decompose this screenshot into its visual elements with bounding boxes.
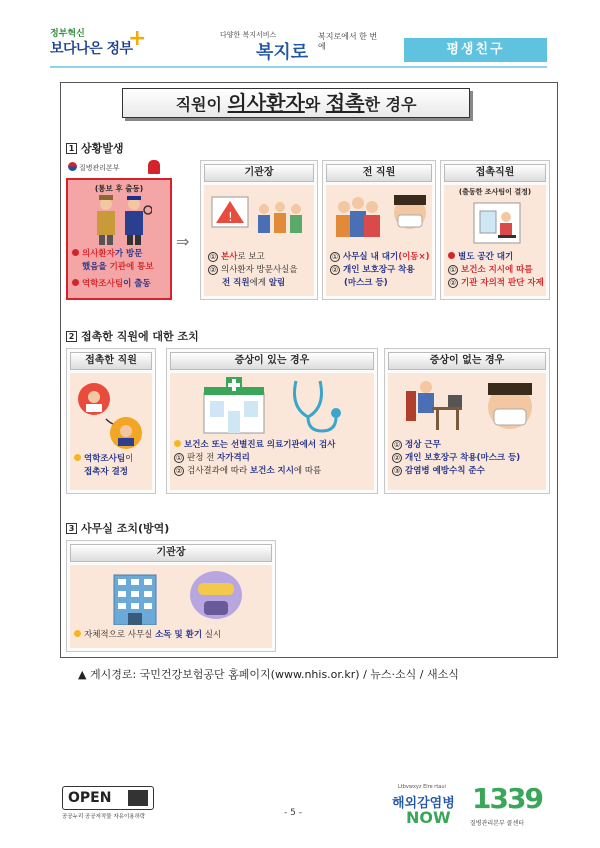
num-2: ② xyxy=(331,266,339,274)
arrow-right-icon: ⇒ xyxy=(176,232,190,251)
c3-l1b: 소독 및 환기 xyxy=(155,630,203,640)
sym-l2b: 자가격리 xyxy=(217,453,250,463)
card-office-disinfection xyxy=(66,540,276,652)
section2-heading xyxy=(66,328,199,344)
num-2: ② xyxy=(175,467,183,475)
svg-text:!: ! xyxy=(228,210,233,224)
hospital-stethoscope-icon xyxy=(200,377,350,435)
plus-icon: + xyxy=(128,26,147,51)
card-all-body xyxy=(326,185,432,296)
alert-l1a: 의사환자 xyxy=(82,249,115,259)
org-l1b: 로 보고 xyxy=(237,252,265,262)
sym-l2a: 판정 전 xyxy=(187,453,218,463)
num-1: ① xyxy=(175,454,183,462)
num-1: ① xyxy=(449,266,457,274)
sym-l3c: 에 따름 xyxy=(293,466,322,476)
alert-l3b: 이 출동 xyxy=(123,279,151,289)
title-mid: 와 xyxy=(304,95,326,114)
alert-l2a: 했음을 xyxy=(82,262,110,272)
card-contacted-staff xyxy=(66,348,156,494)
overseas-infection-now-logo xyxy=(392,784,462,828)
investigators-icon xyxy=(90,194,152,246)
logo2-sub: 질병관리본부 콜센터 xyxy=(470,820,525,827)
title-emph1: 의사환자 xyxy=(227,91,305,115)
section1-title: 상황발생 xyxy=(81,142,124,155)
bullet-icon xyxy=(174,440,181,447)
building-hazmat-icon xyxy=(106,569,256,625)
card-contact-staff xyxy=(440,160,550,300)
all-l3: (마스크 등) xyxy=(344,278,388,288)
contact-l3: 기관 자의적 판단 자제 xyxy=(461,278,544,288)
logo1-top: Ltbvwxyz Elre rtaui xyxy=(398,784,446,790)
all-l1b: (이동×) xyxy=(398,252,430,262)
bullet-icon xyxy=(448,252,455,259)
page-title xyxy=(122,88,470,118)
c3-l1c: 실시 xyxy=(202,630,222,640)
card2-contact-title: 접촉한 직원 xyxy=(70,352,152,370)
logo1-now: NOW xyxy=(406,808,451,827)
card3-title: 기관장 xyxy=(70,544,272,562)
office-worker-masked-icon xyxy=(402,377,542,435)
lifelong-friend-banner: 평생친구 xyxy=(404,38,547,62)
num-2: ② xyxy=(393,454,401,462)
section3-number: 3 xyxy=(66,523,77,534)
header-divider xyxy=(50,66,547,68)
c2-l1b: 이 xyxy=(125,454,134,464)
logo1-main: 해외감염병 xyxy=(392,796,455,811)
card-all-title: 전 직원 xyxy=(326,164,432,182)
section3-heading xyxy=(66,520,169,536)
card-contact-body xyxy=(444,185,546,296)
section2-number: 2 xyxy=(66,331,77,342)
all-l1a: 사무실 내 대기 xyxy=(343,252,399,262)
org-l3b: 에게 xyxy=(249,278,269,288)
c2-l1a: 역학조사팀 xyxy=(84,454,126,464)
kogl-type-icon xyxy=(128,790,148,806)
alert-top-text: (통보 후 출동) xyxy=(94,184,144,193)
card-symptom-body xyxy=(170,373,374,490)
alert-text xyxy=(72,248,172,291)
num-2: ② xyxy=(449,279,457,287)
card-org-title: 기관장 xyxy=(204,164,314,182)
c2-l2: 접촉자 결정 xyxy=(84,467,129,477)
section2-title: 접촉한 직원에 대한 조치 xyxy=(81,330,199,343)
sym-l3a: 검사결과에 따라 xyxy=(187,466,250,476)
bokjiro-logo xyxy=(220,24,380,63)
card2-contact-body xyxy=(70,373,152,490)
kogl-open-badge xyxy=(62,786,154,822)
agency-name: 질병관리본부 xyxy=(79,164,120,172)
logo-big-text: 보다나은 정부 xyxy=(50,41,133,57)
contact-sub: (출동한 조사팀이 결정) xyxy=(458,188,532,196)
logo2-number: 1339 xyxy=(472,782,542,815)
org-l2: 의사환자 방문사실을 xyxy=(221,265,298,275)
nosym-l2: 개인 보호장구 착용(마스크 등) xyxy=(405,453,521,463)
card3-body xyxy=(70,565,272,648)
sym-l3b: 보건소 지시 xyxy=(249,466,294,476)
nosym-l3: 감염병 예방수칙 준수 xyxy=(405,466,485,476)
org-l1a: 본사 xyxy=(221,252,238,262)
section1-number: 1 xyxy=(66,143,77,154)
isolation-room-icon xyxy=(470,201,524,245)
card-all-staff xyxy=(322,160,436,300)
num-2: ② xyxy=(209,266,217,274)
all-l2: 개인 보호장구 착용 xyxy=(343,265,415,275)
card-symptom-title: 증상이 있는 경우 xyxy=(170,352,374,370)
section1-heading xyxy=(66,140,124,156)
siren-icon xyxy=(148,160,160,174)
org-l3c: 알림 xyxy=(268,278,286,288)
crowd-masked-icon xyxy=(330,189,430,245)
page-number: - 5 - xyxy=(284,808,302,818)
taegeuk-icon xyxy=(68,162,77,171)
source-path: ▲ 게시경로: 국민건강보험공단 홈페이지(www.nhis.or.kr) / 뉴스·소식 / 새소식 xyxy=(78,668,459,681)
kcdc-1339-logo xyxy=(470,782,546,828)
open-label: OPEN xyxy=(68,790,112,806)
num-3: ③ xyxy=(393,467,401,475)
bullet-icon xyxy=(74,454,81,461)
bokjiro-big-text: 복지로 xyxy=(256,42,309,63)
contact-l2: 보건소 지시에 따름 xyxy=(461,265,533,275)
nosym-l1: 정상 근무 xyxy=(405,440,441,450)
card-org-head xyxy=(200,160,318,300)
open-sub: 공공누리 공공저작물 자유이용허락 xyxy=(62,814,146,820)
bullet-icon xyxy=(72,279,79,286)
title-pre: 직원이 xyxy=(175,95,228,114)
bokjiro-right-text: 복지로에서 한 번에 xyxy=(318,32,378,51)
bokjiro-small-text: 다양한 복지서비스 xyxy=(220,31,277,39)
card-asymptomatic xyxy=(384,348,550,494)
alert-l2b: 기관에 통보 xyxy=(109,262,154,272)
alert-l3a: 역학조사팀 xyxy=(82,279,124,289)
alert-l1b: 가 방문 xyxy=(114,249,143,259)
card-contact-title: 접촉직원 xyxy=(444,164,546,182)
card-symptomatic xyxy=(166,348,378,494)
card-nosymptom-title: 증상이 없는 경우 xyxy=(388,352,546,370)
sym-l1: 보건소 또는 선별진료 의료기관에서 검사 xyxy=(184,440,336,450)
gov-innovation-logo xyxy=(38,22,148,66)
card-nosymptom-body xyxy=(388,373,546,490)
bullet-icon xyxy=(74,630,81,637)
title-post: 한 경우 xyxy=(364,95,417,114)
title-emph2: 접촉 xyxy=(325,91,365,115)
num-1: ① xyxy=(393,441,401,449)
card-org-body xyxy=(204,185,314,296)
alert-box xyxy=(66,178,172,300)
meeting-icon xyxy=(210,191,310,243)
contact-persons-icon xyxy=(76,379,148,451)
c3-l1a: 자체적으로 사무실 xyxy=(84,630,156,640)
contact-l1: 별도 공간 대기 xyxy=(458,252,514,262)
num-1: ① xyxy=(331,253,339,261)
org-l3a: 전 직원 xyxy=(222,278,250,288)
logo-small-text: 정부혁신 xyxy=(50,29,85,39)
section3-title: 사무실 조치(방역) xyxy=(81,522,170,535)
kcdc-label xyxy=(68,162,120,173)
bullet-icon xyxy=(72,249,79,256)
num-1: ① xyxy=(209,253,217,261)
